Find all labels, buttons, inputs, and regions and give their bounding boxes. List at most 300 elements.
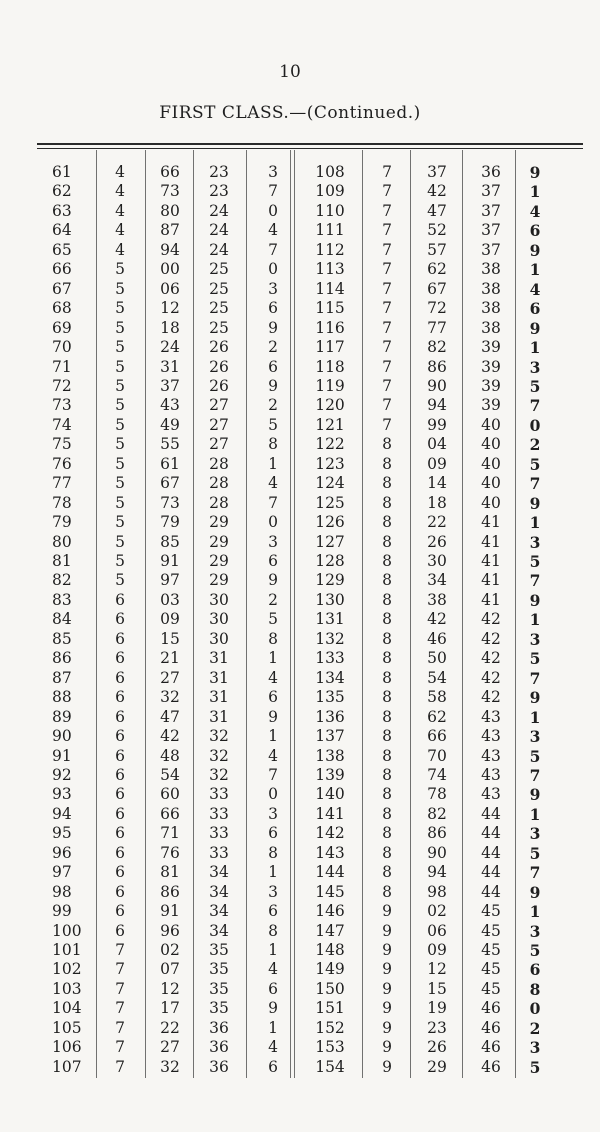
table-cell: 133 <box>315 649 345 668</box>
table-cell: 5 <box>115 357 125 376</box>
table-cell: 27 <box>160 1038 180 1057</box>
table-cell: 121 <box>315 415 345 434</box>
table-cell: 66 <box>427 727 447 746</box>
table-cell: 44 <box>481 863 501 882</box>
table-cell: 41 <box>481 590 501 609</box>
table-cell: 38 <box>427 590 447 609</box>
table-cell: 31 <box>209 668 229 687</box>
table-cell: 5 <box>115 415 125 434</box>
table-cell: 96 <box>52 843 72 862</box>
table-cell: 4 <box>268 960 278 979</box>
table-cell: 122 <box>315 435 345 454</box>
table-cell: 9 <box>382 960 392 979</box>
table-cell: 37 <box>481 182 501 201</box>
table-cell: 26 <box>427 532 447 551</box>
table-row <box>0 513 600 532</box>
table-cell: 5 <box>115 435 125 454</box>
table-cell: 38 <box>481 299 501 318</box>
table-cell: 3 <box>268 882 278 901</box>
table-cell: 9 <box>268 999 278 1018</box>
table-cell: 7 <box>268 182 278 201</box>
table-cell: 1 <box>529 804 541 824</box>
table-cell: 120 <box>315 396 345 415</box>
table-cell: 85 <box>160 532 180 551</box>
table-cell: 8 <box>382 707 392 726</box>
table-cell: 28 <box>209 454 229 473</box>
table-cell: 39 <box>481 357 501 376</box>
table-cell: 8 <box>382 629 392 648</box>
table-cell: 4 <box>115 201 125 220</box>
table-cell: 5 <box>529 376 541 396</box>
table-row <box>0 785 600 804</box>
table-row <box>0 999 600 1018</box>
table-cell: 147 <box>315 921 345 940</box>
table-cell: 06 <box>160 279 180 298</box>
table-cell: 9 <box>382 1038 392 1057</box>
table-cell: 44 <box>481 843 501 862</box>
table-row <box>0 182 600 201</box>
table-cell: 4 <box>115 163 125 181</box>
table-cell: 8 <box>382 765 392 784</box>
table-cell: 6 <box>529 960 541 980</box>
table-cell: 36 <box>209 1018 229 1037</box>
table-cell: 6 <box>268 357 278 376</box>
table-cell: 79 <box>160 513 180 532</box>
table-cell: 110 <box>315 201 345 220</box>
table-cell: 3 <box>529 1038 541 1058</box>
table-cell: 21 <box>160 649 180 668</box>
table-cell: 33 <box>209 804 229 823</box>
table-row <box>0 260 600 279</box>
table-cell: 1 <box>268 1018 278 1037</box>
table-cell: 115 <box>315 299 345 318</box>
table-cell: 84 <box>52 610 72 629</box>
table-cell: 7 <box>382 260 392 279</box>
table-cell: 8 <box>382 571 392 590</box>
table-cell: 6 <box>115 921 125 940</box>
table-cell: 35 <box>209 941 229 959</box>
table-cell: 4 <box>115 221 125 240</box>
table-cell: 58 <box>427 688 447 707</box>
table-cell: 119 <box>315 376 345 395</box>
table-row <box>0 630 600 649</box>
table-cell: 111 <box>315 221 345 240</box>
table-row <box>0 649 600 668</box>
table-cell: 9 <box>529 240 541 260</box>
table-cell: 26 <box>209 338 229 357</box>
table-cell: 46 <box>481 1057 501 1076</box>
table-cell: 117 <box>315 338 345 357</box>
table-cell: 14 <box>427 474 447 493</box>
table-cell: 33 <box>209 785 229 804</box>
table-cell: 8 <box>382 649 392 668</box>
table-cell: 34 <box>209 902 229 921</box>
table-cell: 9 <box>268 707 278 726</box>
table-cell: 42 <box>160 727 180 746</box>
table-cell: 24 <box>160 338 180 357</box>
table-cell: 9 <box>529 882 541 902</box>
table-cell: 8 <box>382 435 392 454</box>
table-cell: 42 <box>481 668 501 687</box>
table-cell: 31 <box>209 707 229 726</box>
table-cell: 8 <box>382 688 392 707</box>
table-cell: 50 <box>427 649 447 668</box>
table-cell: 06 <box>427 921 447 940</box>
table-cell: 8 <box>268 921 278 940</box>
table-cell: 27 <box>160 668 180 687</box>
table-cell: 3 <box>268 804 278 823</box>
table-cell: 89 <box>52 707 72 726</box>
table-cell: 139 <box>315 765 345 784</box>
table-cell: 5 <box>529 649 541 669</box>
table-cell: 90 <box>52 727 72 746</box>
table-cell: 7 <box>115 941 125 959</box>
table-row <box>0 610 600 629</box>
table-cell: 42 <box>481 629 501 648</box>
table-cell: 5 <box>115 299 125 318</box>
table-cell: 8 <box>382 746 392 765</box>
table-cell: 1 <box>529 338 541 358</box>
table-cell: 142 <box>315 824 345 843</box>
table-cell: 45 <box>481 921 501 940</box>
table-cell: 9 <box>382 979 392 998</box>
table-cell: 67 <box>160 474 180 493</box>
table-row <box>0 766 600 785</box>
table-cell: 34 <box>427 571 447 590</box>
table-row <box>0 844 600 863</box>
table-row <box>0 416 600 435</box>
table-cell: 28 <box>209 474 229 493</box>
table-cell: 44 <box>481 804 501 823</box>
table-cell: 2 <box>268 338 278 357</box>
table-cell: 23 <box>427 1018 447 1037</box>
table-cell: 6 <box>115 765 125 784</box>
table-cell: 94 <box>160 240 180 259</box>
table-cell: 107 <box>52 1057 82 1076</box>
table-cell: 86 <box>427 357 447 376</box>
table-cell: 18 <box>160 318 180 337</box>
table-cell: 30 <box>209 590 229 609</box>
table-cell: 1 <box>529 707 541 727</box>
table-cell: 4 <box>268 746 278 765</box>
table-row <box>0 299 600 318</box>
table-cell: 128 <box>315 552 345 570</box>
table-cell: 67 <box>52 279 72 298</box>
table-cell: 108 <box>315 163 345 181</box>
table-cell: 7 <box>115 1018 125 1037</box>
table-cell: 27 <box>209 396 229 415</box>
table-cell: 5 <box>529 746 541 766</box>
table-cell: 1 <box>268 941 278 959</box>
table-cell: 94 <box>427 396 447 415</box>
table-cell: 31 <box>209 649 229 668</box>
table-cell: 3 <box>529 824 541 844</box>
table-cell: 4 <box>115 240 125 259</box>
table-cell: 138 <box>315 746 345 765</box>
table-cell: 141 <box>315 804 345 823</box>
table-cell: 98 <box>52 882 72 901</box>
table-cell: 66 <box>52 260 72 279</box>
table-cell: 5 <box>115 454 125 473</box>
page-number: 10 <box>279 62 301 82</box>
table-cell: 7 <box>382 396 392 415</box>
table-cell: 71 <box>52 357 72 376</box>
table-cell: 3 <box>529 357 541 377</box>
table-cell: 5 <box>529 843 541 863</box>
table-cell: 60 <box>160 785 180 804</box>
table-cell: 2 <box>268 590 278 609</box>
table-cell: 9 <box>529 318 541 338</box>
table-cell: 1 <box>529 610 541 630</box>
table-row <box>0 902 600 921</box>
table-cell: 8 <box>382 513 392 532</box>
table-cell: 62 <box>427 707 447 726</box>
table-cell: 81 <box>52 552 72 570</box>
table-cell: 37 <box>481 240 501 259</box>
table-cell: 09 <box>160 610 180 629</box>
table-cell: 34 <box>209 863 229 882</box>
table-cell: 73 <box>160 493 180 512</box>
table-cell: 7 <box>529 863 541 883</box>
table-cell: 25 <box>209 279 229 298</box>
table-cell: 64 <box>52 221 72 240</box>
table-cell: 2 <box>268 396 278 415</box>
table-cell: 03 <box>160 590 180 609</box>
table-cell: 12 <box>160 979 180 998</box>
table-row <box>0 221 600 240</box>
table-row <box>0 708 600 727</box>
table-cell: 43 <box>481 746 501 765</box>
table-cell: 82 <box>427 804 447 823</box>
table-cell: 29 <box>209 532 229 551</box>
table-cell: 8 <box>268 435 278 454</box>
table-cell: 6 <box>115 804 125 823</box>
table-cell: 7 <box>529 396 541 416</box>
table-cell: 24 <box>209 221 229 240</box>
table-cell: 137 <box>315 727 345 746</box>
table-cell: 99 <box>52 902 72 921</box>
table-cell: 97 <box>160 571 180 590</box>
table-cell: 34 <box>209 921 229 940</box>
table-cell: 123 <box>315 454 345 473</box>
table-row <box>0 533 600 552</box>
table-cell: 26 <box>209 376 229 395</box>
table-cell: 5 <box>115 260 125 279</box>
table-cell: 7 <box>382 279 392 298</box>
table-cell: 74 <box>427 765 447 784</box>
table-cell: 8 <box>382 474 392 493</box>
table-row <box>0 669 600 688</box>
table-cell: 1 <box>529 902 541 922</box>
table-cell: 0 <box>268 260 278 279</box>
table-cell: 7 <box>382 376 392 395</box>
table-cell: 0 <box>268 513 278 532</box>
table-cell: 65 <box>52 240 72 259</box>
table-cell: 134 <box>315 668 345 687</box>
table-cell: 2 <box>529 435 541 455</box>
table-cell: 9 <box>529 493 541 513</box>
table-cell: 82 <box>427 338 447 357</box>
table-cell: 5 <box>115 493 125 512</box>
table-cell: 105 <box>52 1018 82 1037</box>
table-cell: 02 <box>427 902 447 921</box>
table-cell: 71 <box>160 824 180 843</box>
table-cell: 36 <box>209 1038 229 1057</box>
table-cell: 5 <box>115 279 125 298</box>
table-cell: 62 <box>427 260 447 279</box>
table-cell: 9 <box>268 318 278 337</box>
table-cell: 41 <box>481 532 501 551</box>
table-cell: 7 <box>115 1038 125 1057</box>
table-cell: 77 <box>52 474 72 493</box>
table-cell: 44 <box>481 882 501 901</box>
table-cell: 25 <box>209 299 229 318</box>
table-cell: 32 <box>160 1057 180 1076</box>
table-cell: 35 <box>209 999 229 1018</box>
table-row <box>0 163 600 182</box>
table-cell: 97 <box>52 863 72 882</box>
table-cell: 8 <box>382 552 392 570</box>
table-cell: 1 <box>529 182 541 202</box>
table-cell: 4 <box>268 1038 278 1057</box>
table-cell: 3 <box>268 279 278 298</box>
table-cell: 6 <box>268 824 278 843</box>
table-row <box>0 805 600 824</box>
table-cell: 78 <box>52 493 72 512</box>
table-row <box>0 824 600 843</box>
table-cell: 62 <box>52 182 72 201</box>
table-cell: 124 <box>315 474 345 493</box>
table-cell: 41 <box>481 571 501 590</box>
table-cell: 106 <box>52 1038 82 1057</box>
table-cell: 118 <box>315 357 345 376</box>
table-cell: 42 <box>427 610 447 629</box>
table-cell: 29 <box>427 1057 447 1076</box>
table-cell: 8 <box>382 493 392 512</box>
table-cell: 32 <box>209 727 229 746</box>
table-cell: 39 <box>481 338 501 357</box>
table-cell: 6 <box>115 902 125 921</box>
table-cell: 125 <box>315 493 345 512</box>
table-cell: 76 <box>160 843 180 862</box>
table-cell: 79 <box>52 513 72 532</box>
table-cell: 103 <box>52 979 82 998</box>
table-cell: 80 <box>52 532 72 551</box>
table-cell: 3 <box>529 629 541 649</box>
table-cell: 1 <box>268 727 278 746</box>
table-cell: 7 <box>382 163 392 181</box>
table-row <box>0 571 600 590</box>
table-cell: 6 <box>268 688 278 707</box>
table-cell: 9 <box>382 1057 392 1076</box>
table-cell: 149 <box>315 960 345 979</box>
table-cell: 45 <box>481 902 501 921</box>
table-cell: 5 <box>529 454 541 474</box>
table-cell: 34 <box>209 882 229 901</box>
table-cell: 96 <box>160 921 180 940</box>
table-cell: 47 <box>160 707 180 726</box>
table-cell: 46 <box>481 1038 501 1057</box>
table-row <box>0 358 600 377</box>
table-cell: 91 <box>160 552 180 570</box>
table-cell: 36 <box>481 163 501 181</box>
table-cell: 7 <box>382 221 392 240</box>
table-row <box>0 338 600 357</box>
table-cell: 42 <box>427 182 447 201</box>
table-cell: 5 <box>529 941 541 960</box>
table-cell: 5 <box>115 513 125 532</box>
table-cell: 92 <box>52 765 72 784</box>
table-cell: 1 <box>268 649 278 668</box>
table-cell: 7 <box>382 415 392 434</box>
table-cell: 114 <box>315 279 345 298</box>
table-cell: 42 <box>481 610 501 629</box>
table-cell: 102 <box>52 960 82 979</box>
table-cell: 94 <box>427 863 447 882</box>
table-cell: 8 <box>382 804 392 823</box>
table-cell: 43 <box>481 785 501 804</box>
table-cell: 46 <box>481 1018 501 1037</box>
table-cell: 8 <box>529 979 541 999</box>
table-cell: 154 <box>315 1057 345 1076</box>
table-cell: 8 <box>382 785 392 804</box>
table-cell: 42 <box>481 649 501 668</box>
table-cell: 9 <box>529 590 541 610</box>
table-cell: 6 <box>115 824 125 843</box>
table-cell: 4 <box>268 221 278 240</box>
table-cell: 24 <box>209 201 229 220</box>
table-cell: 37 <box>481 201 501 220</box>
table-cell: 78 <box>427 785 447 804</box>
table-cell: 99 <box>427 415 447 434</box>
table-cell: 135 <box>315 688 345 707</box>
table-cell: 73 <box>160 182 180 201</box>
table-cell: 42 <box>481 688 501 707</box>
table-cell: 29 <box>209 552 229 570</box>
table-cell: 25 <box>209 318 229 337</box>
table-cell: 70 <box>427 746 447 765</box>
table-cell: 26 <box>209 357 229 376</box>
table-cell: 70 <box>52 338 72 357</box>
table-cell: 40 <box>481 493 501 512</box>
table-cell: 27 <box>209 435 229 454</box>
table-cell: 41 <box>481 552 501 570</box>
table-cell: 112 <box>315 240 345 259</box>
table-row <box>0 1019 600 1038</box>
table-row <box>0 1038 600 1057</box>
table-cell: 5 <box>115 571 125 590</box>
table-row <box>0 960 600 979</box>
table-cell: 5 <box>115 552 125 570</box>
table-cell: 44 <box>481 824 501 843</box>
table-cell: 148 <box>315 941 345 959</box>
table-cell: 4 <box>529 201 541 221</box>
table-cell: 116 <box>315 318 345 337</box>
table-cell: 91 <box>52 746 72 765</box>
table-cell: 153 <box>315 1038 345 1057</box>
table-cell: 43 <box>481 707 501 726</box>
table-cell: 1 <box>529 260 541 280</box>
header-rule <box>37 143 583 145</box>
table-cell: 4 <box>115 182 125 201</box>
table-cell: 91 <box>160 902 180 921</box>
table-cell: 9 <box>529 785 541 805</box>
table-cell: 104 <box>52 999 82 1018</box>
table-cell: 30 <box>427 552 447 570</box>
table-cell: 2 <box>529 1018 541 1038</box>
table-cell: 6 <box>115 649 125 668</box>
table-cell: 30 <box>209 610 229 629</box>
